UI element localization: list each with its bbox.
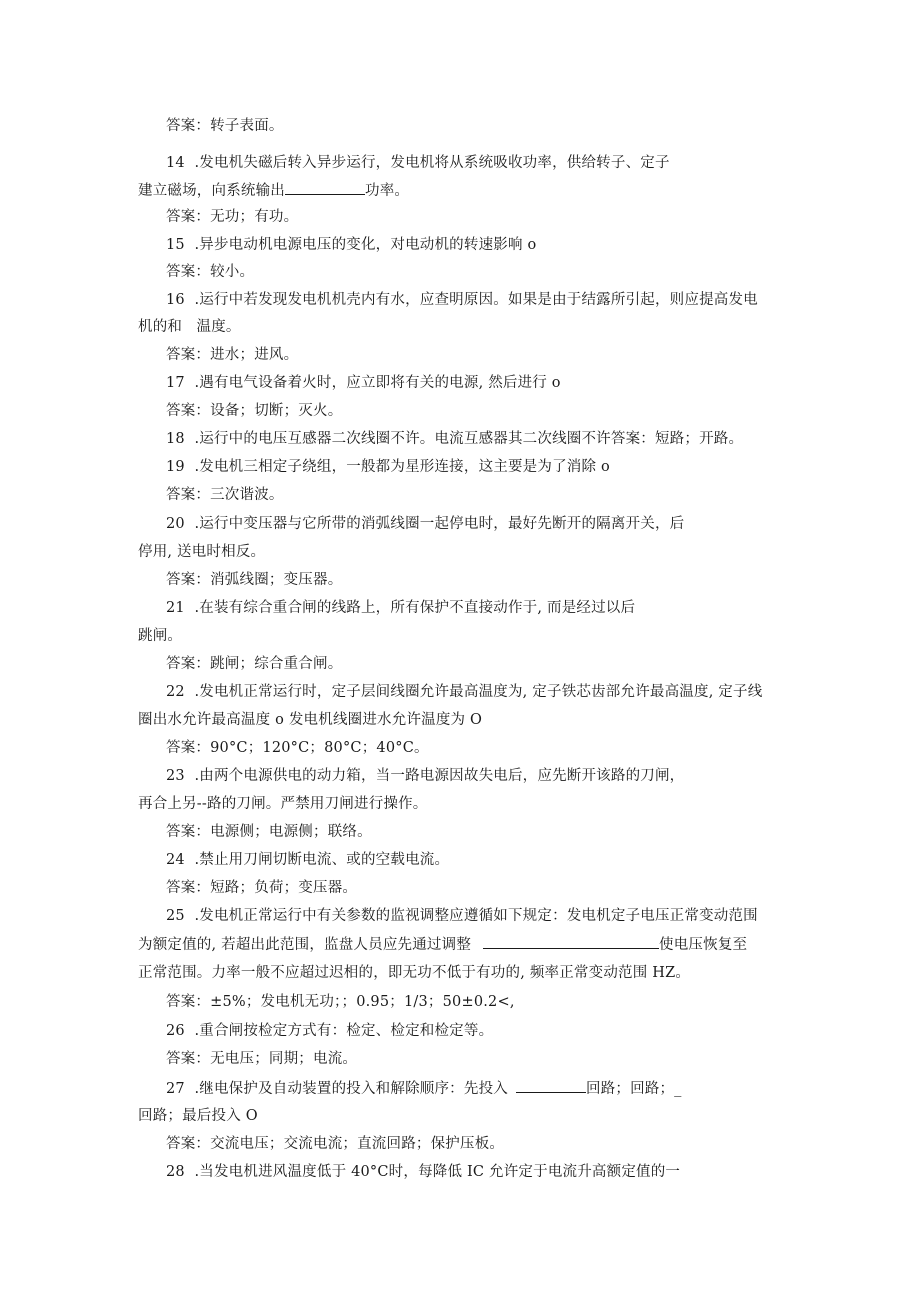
question-25-cont	[138, 934, 747, 955]
answer-19: 答案：三次谐波。	[166, 487, 284, 503]
answer-16: 答案：进水；进风。	[166, 347, 299, 363]
answer-13: 答案：转子表面。	[166, 118, 284, 134]
answer-27: 答案：交流电压；交流电流；直流回路；保护压板。	[166, 1136, 505, 1152]
answer-17: 答案：设备；切断；灭火。	[166, 403, 343, 419]
answer-25: 答案：±5%；发电机无功；；0.95；1/3；50±0.2<,	[166, 994, 515, 1010]
question-23-cont: 再合上另--路的刀闸。严禁用刀闸进行操作。	[138, 796, 428, 812]
question-24: 24 .禁止用刀闸切断电流、或的空载电流。	[166, 852, 450, 868]
question-17: 17 .遇有电气设备着火时，应立即将有关的电源, 然后进行 o	[166, 375, 561, 391]
answer-15: 答案：较小。	[166, 264, 255, 280]
question-16-cont: 机的和 温度。	[138, 319, 241, 335]
question-14-text-b: 功率。	[365, 183, 410, 199]
answer-26: 答案：无电压；同期；电流。	[166, 1051, 358, 1067]
question-20-cont: 停用, 送电时相反。	[138, 544, 266, 560]
question-25-text-a: 为额定值的, 若超出此范围，监盘人员应先通过调整	[138, 937, 472, 953]
answer-21: 答案：跳闸；综合重合闸。	[166, 656, 343, 672]
answer-24: 答案：短路；负荷；变压器。	[166, 880, 358, 896]
answer-20: 答案：消弧线圈；变压器。	[166, 572, 343, 588]
question-26: 26 .重合闸按检定方式有：检定、检定和检定等。	[166, 1023, 494, 1039]
fill-blank	[516, 1078, 586, 1093]
question-20: 20 .运行中变压器与它所带的消弧线圈一起停电时，最好先断开的隔离开关，后	[166, 516, 685, 532]
question-19: 19 .发电机三相定子绕组，一般都为星形连接，这主要是为了消除 o	[166, 459, 610, 475]
question-21-cont: 跳闸。	[138, 628, 183, 644]
question-28: 28 .当发电机进风温度低于 40°C时，每降低 IC 允许定于电流升高额定值的一	[166, 1164, 681, 1180]
question-16: 16 .运行中若发现发电机机壳内有水，应查明原因。如果是由于结露所引起，则应提高发电	[166, 292, 758, 308]
question-27-text-b: 回路；回路；_	[585, 1081, 682, 1097]
question-25-cont-2: 正常范围。力率一般不应超过迟相的，即无功不低于有功的, 频率正常变动范围 HZ。	[138, 965, 691, 981]
question-18: 18 .运行中的电压互感器二次线圈不许。电流互感器其二次线圈不许答案：短路；开路。	[166, 431, 744, 447]
fill-blank	[285, 180, 365, 195]
question-23: 23 .由两个电源供电的动力箱，当一路电源因故失电后，应先断开该路的刀闸，	[166, 768, 685, 784]
question-25: 25 .发电机正常运行中有关参数的监视调整应遵循如下规定：发电机定子电压正常变动范围	[166, 908, 758, 924]
question-27-cont: 回路；最后投入 O	[138, 1108, 258, 1124]
answer-22: 答案：90°C；120°C；80°C；40°C。	[166, 740, 429, 756]
answer-14: 答案：无功；有功。	[166, 209, 299, 225]
question-27-text-a: 27 .继电保护及自动装置的投入和解除顺序：先投入	[166, 1081, 508, 1097]
question-14-cont	[138, 180, 409, 201]
answer-23: 答案：电源侧；电源侧；联络。	[166, 824, 372, 840]
question-21: 21 .在装有综合重合闸的线路上，所有保护不直接动作于, 而是经过以后	[166, 600, 636, 616]
question-25-text-b: 使电压恢复至	[659, 937, 748, 953]
question-15: 15 .异步电动机电源电压的变化，对电动机的转速影响 o	[166, 237, 537, 253]
question-14: 14 .发电机失磁后转入异步运行，发电机将从系统吸收功率，供给转子、定子	[166, 155, 670, 171]
question-27	[166, 1078, 682, 1099]
question-22-cont: 圈出水允许最高温度 o 发电机线圈进水允许温度为 O	[138, 712, 483, 728]
fill-blank	[483, 934, 659, 949]
question-14-text-a: 建立磁场，向系统输出	[138, 183, 285, 199]
question-22: 22 .发电机正常运行时，定子层间线圈允许最高温度为, 定子铁芯齿部允许最高温度, 定子线	[166, 684, 763, 700]
